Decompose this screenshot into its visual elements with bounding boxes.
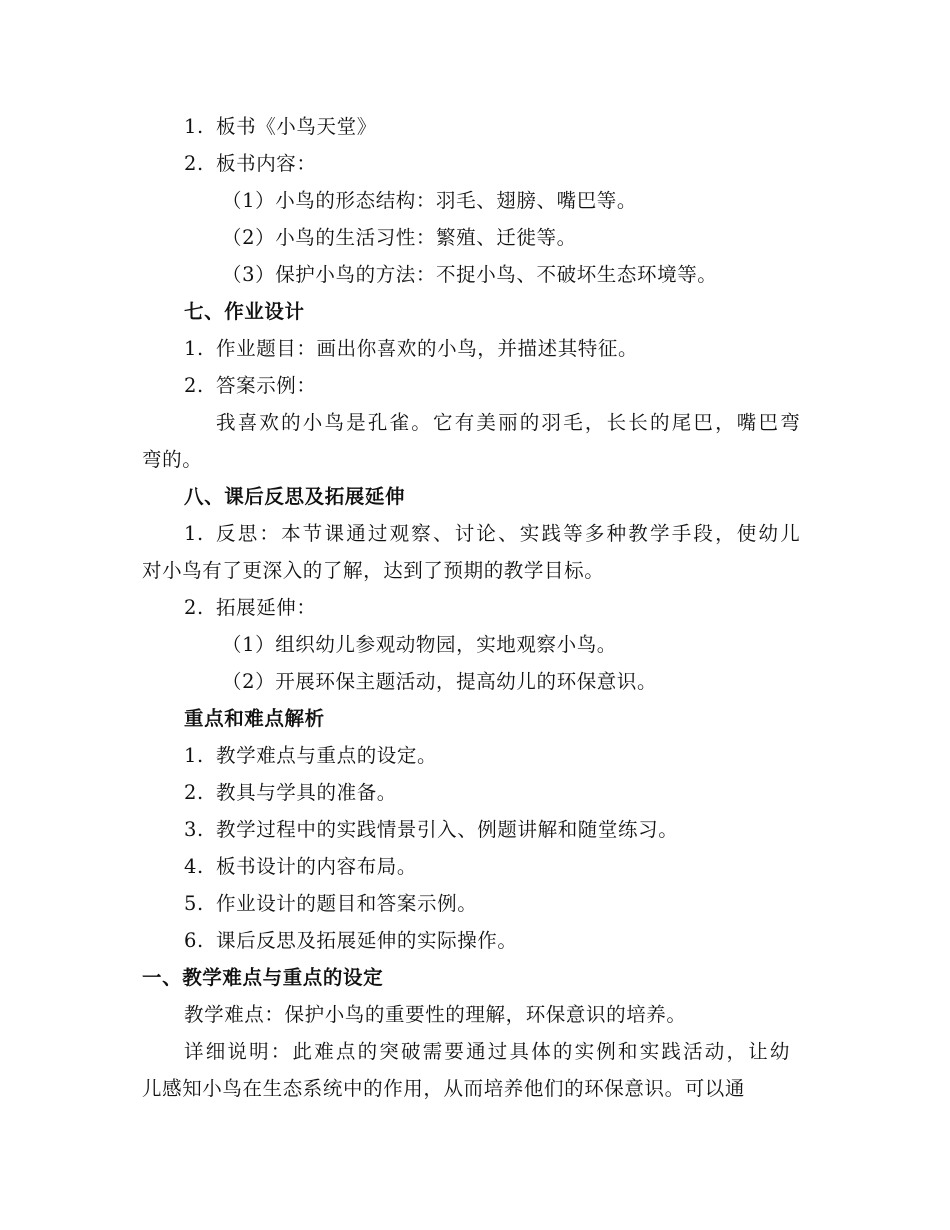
paragraph-line: 弯的。	[142, 448, 203, 471]
analysis-item	[184, 744, 437, 768]
list-number: 1.	[184, 744, 204, 767]
list-number: 5.	[184, 892, 204, 915]
list-number: 4.	[184, 855, 204, 878]
section-heading: 一、教学难点与重点的设定	[142, 966, 384, 989]
homework-question-item	[184, 337, 638, 361]
board-subitem: （3）保护小鸟的方法：不捉小鸟、不破坏生态环境等。	[222, 263, 718, 286]
list-number: 2.	[184, 781, 204, 804]
board-subitem: （2）小鸟的生活习性：繁殖、迁徙等。	[222, 226, 577, 249]
section-heading: 七、作业设计	[184, 300, 305, 323]
paragraph-line: 我喜欢的小鸟是孔雀。它有美丽的羽毛，长长的尾巴，嘴巴弯	[216, 411, 802, 434]
analysis-item	[184, 781, 397, 805]
list-number: 1.	[184, 115, 204, 138]
paragraph-line: 教学难点：保护小鸟的重要性的理解，环保意识的培养。	[184, 1003, 687, 1026]
board-title-item	[184, 115, 377, 139]
list-text: 答案示例：	[216, 374, 317, 397]
board-subitem: （1）小鸟的形态结构：羽毛、翅膀、嘴巴等。	[222, 189, 638, 212]
analysis-item	[184, 818, 678, 842]
extension-subitem: （2）开展环保主题活动，提高幼儿的环保意识。	[222, 670, 658, 693]
list-text: 课后反思及拓展延伸的实际操作。	[216, 929, 518, 952]
list-text: 教学过程中的实践情景引入、例题讲解和随堂练习。	[216, 818, 679, 841]
paragraph-line: 详细说明：此难点的突破需要通过具体的实例和实践活动，让幼	[184, 1040, 792, 1063]
homework-answer-item	[184, 374, 317, 398]
list-text: 板书内容：	[216, 152, 317, 175]
list-number: 2.	[184, 374, 204, 397]
section-heading: 八、课后反思及拓展延伸	[184, 485, 406, 508]
list-number: 6.	[184, 929, 204, 952]
list-number: 2.	[184, 152, 204, 175]
extension-subitem: （1）组织幼儿参观动物园，实地观察小鸟。	[222, 633, 617, 656]
reflection-item	[184, 522, 802, 546]
list-text: 作业设计的题目和答案示例。	[216, 892, 478, 915]
list-number: 2.	[184, 596, 204, 619]
analysis-item	[184, 855, 417, 879]
list-text: 板书设计的内容布局。	[216, 855, 418, 878]
list-text: 拓展延伸：	[216, 596, 317, 619]
paragraph-line: 儿感知小鸟在生态系统中的作用，从而培养他们的环保意识。可以通	[142, 1077, 746, 1100]
extension-item	[184, 596, 317, 620]
section-heading: 重点和难点解析	[184, 707, 325, 730]
list-text: 反思：本节课通过观察、讨论、实践等多种教学手段，使幼儿	[216, 522, 802, 545]
list-number: 1.	[184, 522, 204, 545]
list-text: 教学难点与重点的设定。	[216, 744, 438, 767]
board-content-item	[184, 152, 317, 176]
analysis-item	[184, 929, 518, 953]
list-number: 1.	[184, 337, 204, 360]
list-text: 板书《小鸟天堂》	[216, 115, 377, 138]
list-number: 3.	[184, 818, 204, 841]
paragraph-line: 对小鸟有了更深入的了解，达到了预期的教学目标。	[142, 559, 605, 582]
analysis-item	[184, 892, 477, 916]
list-text: 作业题目：画出你喜欢的小鸟，并描述其特征。	[216, 337, 639, 360]
list-text: 教具与学具的准备。	[216, 781, 397, 804]
